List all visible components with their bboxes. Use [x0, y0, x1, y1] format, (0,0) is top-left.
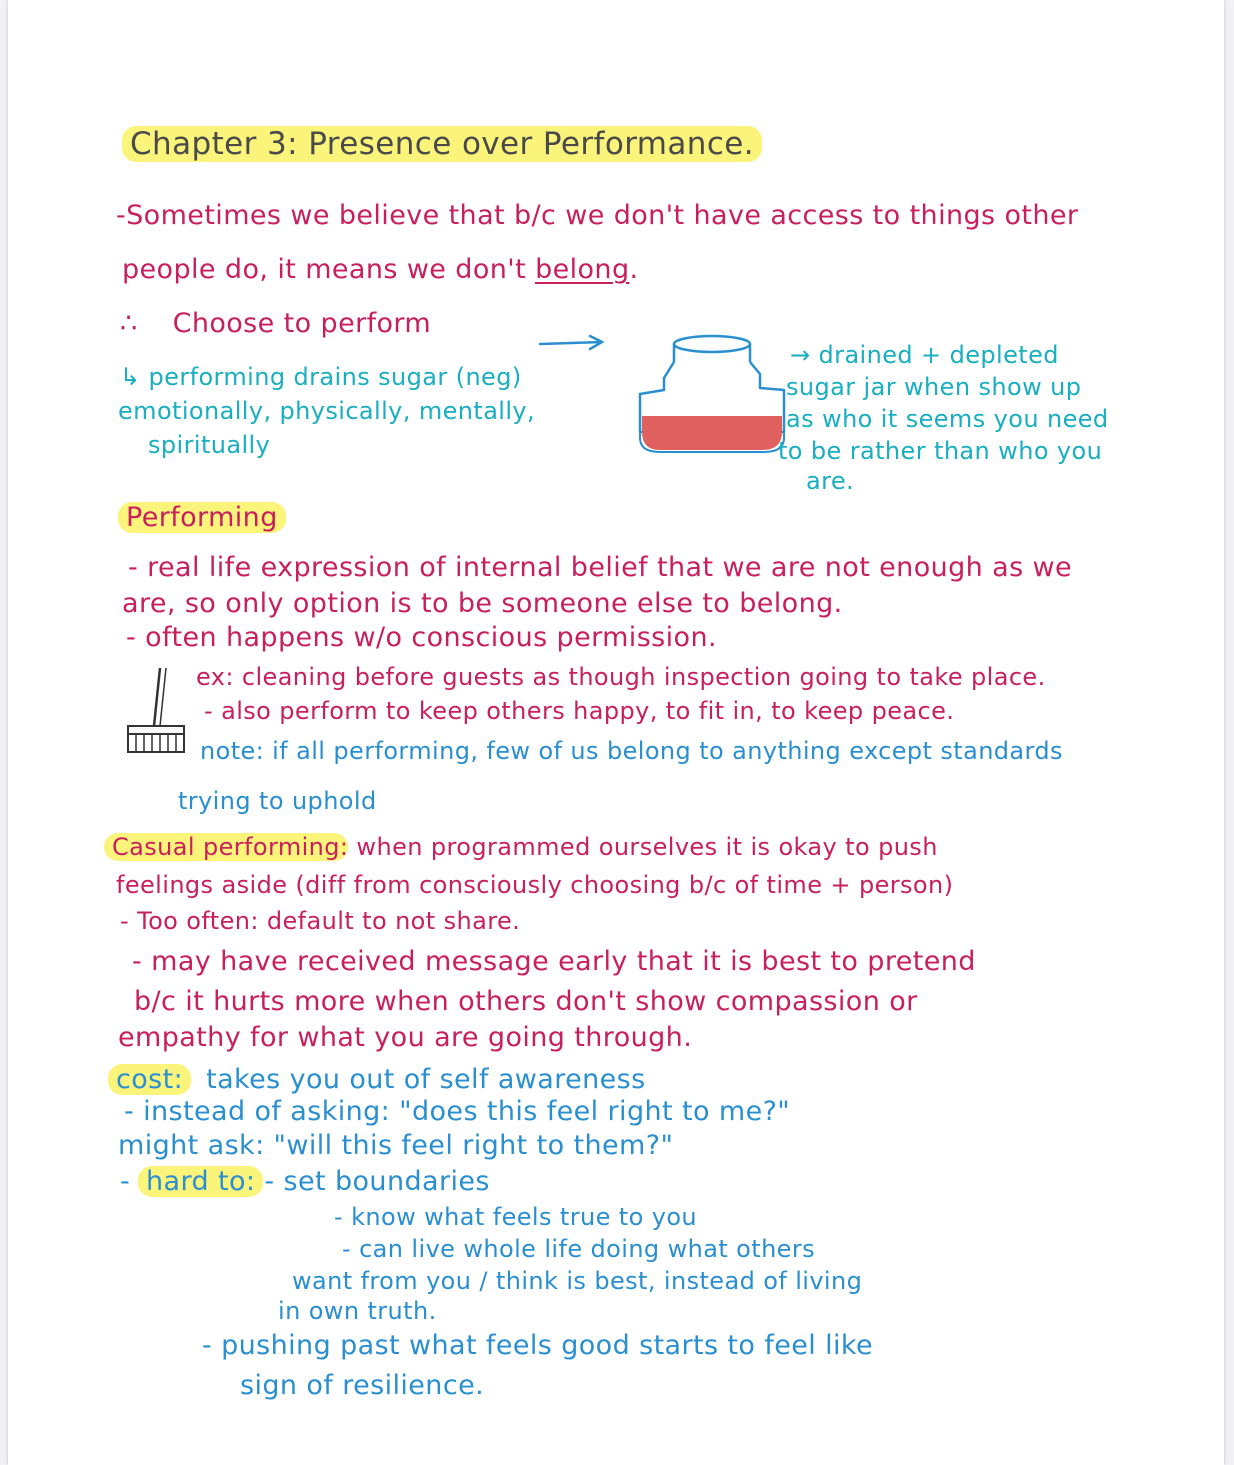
casual-line-6: empathy for what you are going through.	[118, 1022, 693, 1053]
casual-line-3: - Too often: default to not share.	[120, 907, 521, 935]
intro-line-2	[122, 254, 638, 286]
arrow-right-icon	[538, 332, 608, 354]
cost-line-3: might ask: "will this feel right to them?"	[118, 1130, 674, 1161]
cost-line-2: - instead of asking: "does this feel right to me?"	[124, 1096, 791, 1127]
intro-line-1: -Sometimes we believe that b/c we don't have access to things other	[116, 200, 1079, 231]
jar-note-line-4: to be rather than who you	[778, 437, 1103, 465]
performing-line-3: - often happens w/o conscious permission.	[126, 622, 717, 653]
hard-to-3: - can live whole life doing what others	[342, 1235, 816, 1263]
therefore-text: Choose to perform	[172, 308, 432, 339]
chapter-title	[130, 128, 754, 160]
cost-line-1-text: takes you out of self awareness	[206, 1064, 646, 1095]
note-line-1: note: if all performing, few of us belong to anything except standards	[200, 737, 1063, 765]
hard-to-2: - know what feels true to you	[334, 1203, 698, 1231]
hard-to-line: - hard to: - set boundaries	[120, 1166, 490, 1197]
broom-icon	[124, 666, 196, 762]
title-highlight: Chapter 3: Presence over Performance.	[122, 126, 762, 162]
belong-keyword: belong	[535, 254, 630, 285]
therefore-symbol: ∴	[120, 308, 138, 339]
sugar-jar-icon	[634, 330, 790, 460]
performing-heading	[126, 502, 278, 534]
also-perform-line: - also perform to keep others happy, to fit in, to keep peace.	[204, 697, 955, 725]
performing-line-2: are, so only option is to be someone else to belong.	[122, 588, 843, 619]
intro-line-2-prefix: people do, it means we don't	[122, 254, 527, 285]
jar-note-line-5: are.	[806, 467, 855, 495]
hard-to-5: in own truth.	[278, 1297, 437, 1325]
cost-line-1	[116, 1064, 646, 1096]
drain-line-2: emotionally, physically, mentally,	[118, 397, 536, 425]
cost-heading: cost:	[108, 1064, 191, 1095]
casual-line-4: - may have received message early that it is best to pretend	[132, 946, 976, 977]
hard-to-1: - set boundaries	[264, 1166, 490, 1197]
example-line: ex: cleaning before guests as though inspection going to take place.	[196, 663, 1046, 691]
hard-to-label: hard to:	[138, 1166, 263, 1197]
casual-line-1-text: : when programmed ourselves it is okay to push	[339, 833, 938, 861]
jar-note-line-1: → drained + depleted	[790, 341, 1059, 369]
performing-heading-text: Performing	[118, 502, 286, 533]
casual-line-2: feelings aside (diff from consciously choosing b/c of time + person)	[116, 871, 954, 899]
note-line-2: trying to uphold	[178, 787, 377, 815]
therefore-line	[120, 308, 431, 340]
hard-to-4: want from you / think is best, instead of living	[292, 1267, 863, 1295]
jar-note-line-2: sugar jar when show up	[786, 373, 1082, 401]
pushing-line-2: sign of resilience.	[240, 1370, 485, 1401]
casual-line-5: b/c it hurts more when others don't show compassion or	[134, 986, 918, 1017]
notebook-page	[8, 0, 1224, 1465]
performing-line-1: - real life expression of internal belief that we are not enough as we	[128, 552, 1073, 583]
pushing-line-1: - pushing past what feels good starts to feel like	[202, 1330, 874, 1361]
casual-line-1	[112, 832, 938, 862]
drain-line-3: spiritually	[148, 431, 271, 459]
drain-line-1: ↳ performing drains sugar (neg)	[120, 363, 522, 391]
casual-heading: Casual performing	[104, 833, 348, 861]
jar-note-line-3: as who it seems you need	[786, 405, 1109, 433]
intro-line-2-suffix: .	[629, 254, 639, 285]
